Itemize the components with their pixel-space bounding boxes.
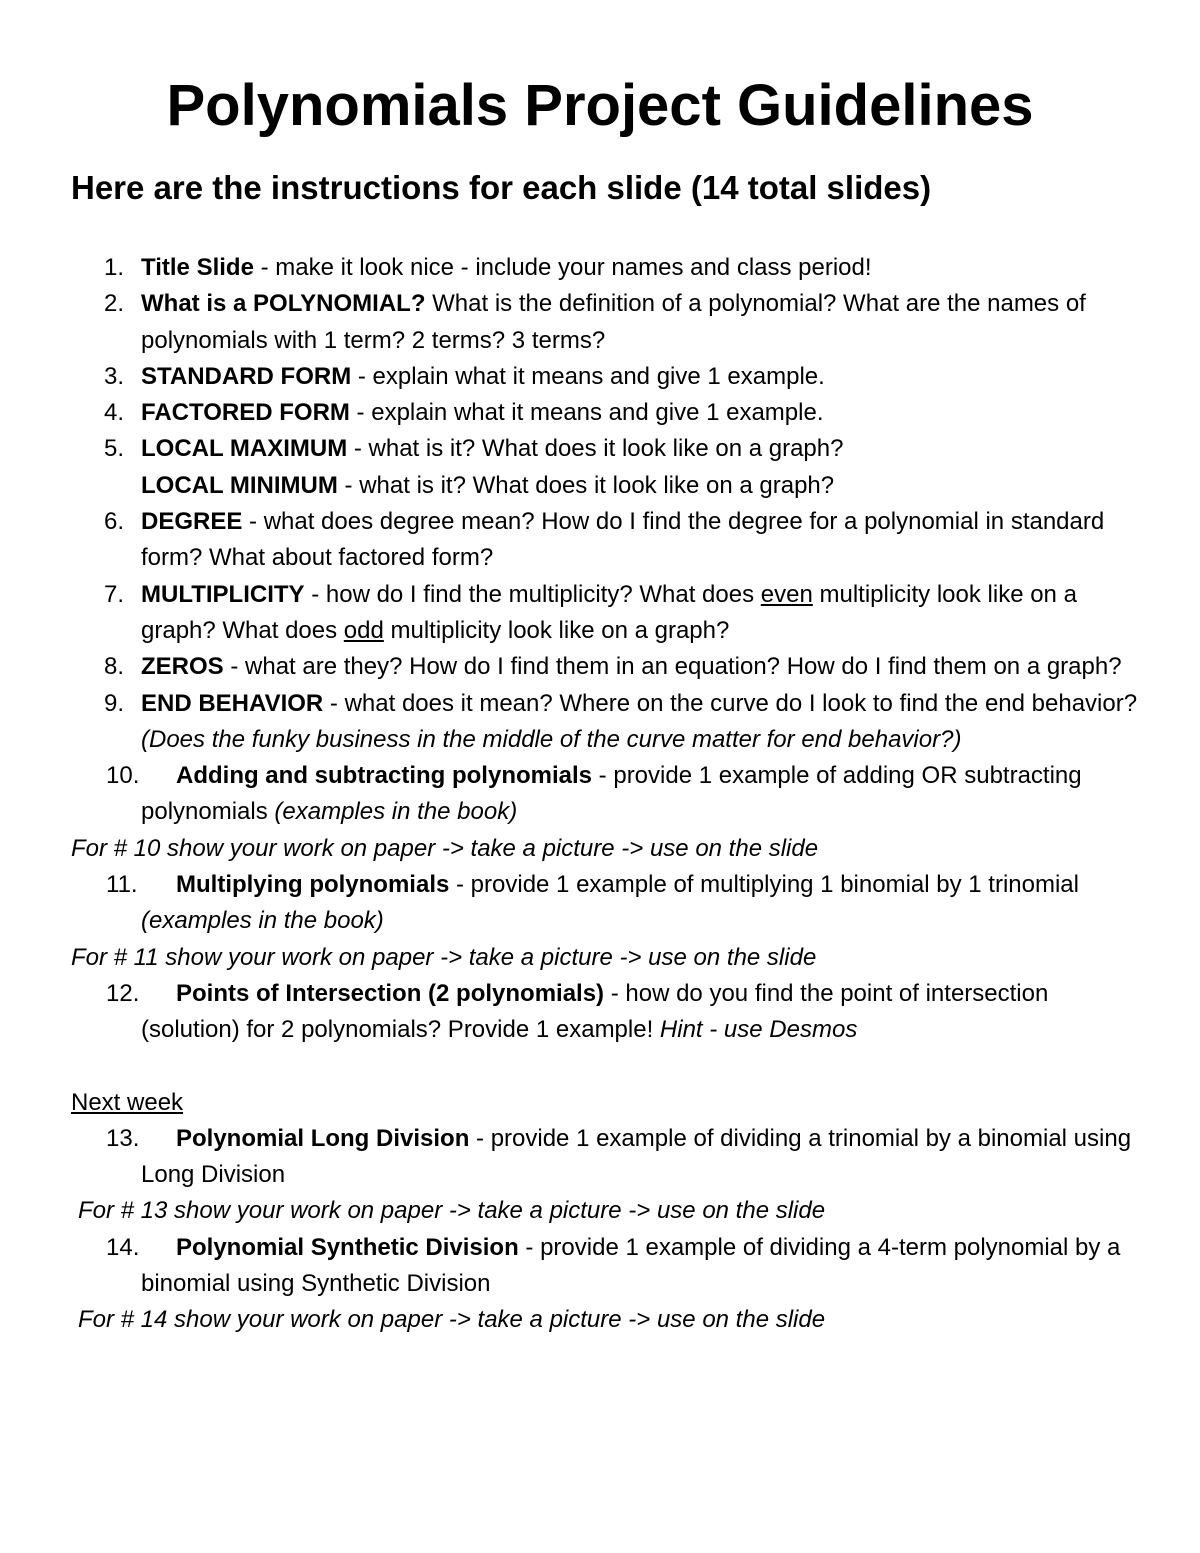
item-label: DEGREE: [141, 508, 243, 536]
item-italic-note: Hint - use Desmos: [659, 1016, 858, 1044]
item-label: Points of Intersection (2 polynomials): [176, 979, 605, 1007]
list-item: [0, 504, 1200, 577]
list-item: [0, 1121, 1200, 1194]
list-item: [0, 686, 1200, 759]
item-number: 8.: [104, 653, 125, 681]
item-number: 13.: [106, 1124, 140, 1152]
item-italic-note: (examples in the book): [141, 907, 384, 935]
item-label: Multiplying polynomials: [176, 871, 450, 899]
work-note: For # 14 show your work on paper -> take a picture -> use on the slide: [78, 1306, 826, 1334]
item-number: 14.: [106, 1233, 140, 1261]
page-subtitle: Here are the instructions for each slide (14 total slides): [71, 169, 932, 206]
item-number: 2.: [104, 290, 125, 318]
item-number: 4.: [104, 399, 125, 427]
item-label-secondary: LOCAL MINIMUM: [141, 471, 338, 499]
item-text: - provide 1 example of dividing a trinomial by a binomial using Long Division: [141, 1124, 1132, 1189]
underlined-word: even: [760, 580, 813, 608]
list-item: [0, 577, 1200, 650]
item-text: - what does it mean? Where on the curve do I look to find the end behavior?: [323, 689, 1138, 717]
spacer: [0, 1049, 1200, 1085]
item-label: LOCAL MAXIMUM: [141, 435, 348, 463]
item-text: - provide 1 example of multiplying 1 binomial by 1 trinomial: [449, 871, 1079, 899]
item-text: - explain what it means and give 1 example.: [351, 362, 825, 390]
page-title: Polynomials Project Guidelines: [166, 73, 1034, 138]
list-item: [0, 976, 1200, 1049]
item-text: - what does degree mean? How do I find the degree for a polynomial in standard form? What about factored form?: [141, 508, 1105, 572]
list-item: [0, 431, 1200, 504]
item-text: - provide 1 example of dividing a 4-term polynomial by a binomial using Synthetic Division: [141, 1233, 1121, 1298]
item-italic-note: (Does the funky business in the middle of the curve matter for end behavior?): [141, 725, 962, 753]
list-item: [0, 867, 1200, 940]
list-item: [0, 395, 1200, 431]
item-number: 7.: [104, 580, 125, 608]
item-text: - what are they? How do I find them in an equation? How do I find them on a graph?: [223, 653, 1122, 681]
item-label: Polynomial Long Division: [176, 1124, 470, 1152]
list-item: [0, 758, 1200, 831]
item-number: 12.: [106, 979, 140, 1007]
item-number: 10.: [106, 762, 140, 790]
item-label: FACTORED FORM: [141, 399, 350, 427]
item-label: ZEROS: [141, 653, 224, 681]
list-item: [0, 1230, 1200, 1303]
item-text: - explain what it means and give 1 example.: [349, 399, 824, 427]
item-text: - how do I find the multiplicity? What does: [304, 580, 761, 608]
item-number: 3.: [104, 362, 125, 390]
underlined-word: odd: [343, 616, 384, 644]
list-item: [0, 649, 1200, 685]
item-label: Adding and subtracting polynomials: [176, 762, 593, 790]
item-label: STANDARD FORM: [141, 362, 352, 390]
item-text: multiplicity look like on a graph? What does: [141, 580, 1077, 644]
work-note: For # 11 show your work on paper -> take a picture -> use on the slide: [71, 943, 817, 971]
item-text: - what is it? What does it look like on a graph?: [347, 435, 844, 463]
item-text: - how do you find the point of intersection (solution) for 2 polynomials? Provide 1 example!: [141, 979, 1049, 1044]
item-number: 5.: [104, 435, 125, 463]
work-note: For # 13 show your work on paper -> take a picture -> use on the slide: [78, 1197, 826, 1225]
item-italic-note: (examples in the book): [274, 798, 518, 826]
item-text-secondary: - what is it? What does it look like on a graph?: [337, 471, 835, 499]
instructions-list: [0, 250, 1200, 1339]
list-item: [0, 359, 1200, 395]
item-text: - provide 1 example of adding OR subtracting polynomials: [141, 762, 1082, 826]
item-number: 11.: [106, 871, 138, 899]
list-item: [0, 250, 1200, 286]
item-label: Polynomial Synthetic Division: [176, 1233, 519, 1261]
item-number: 1.: [104, 254, 125, 281]
item-number: 6.: [104, 508, 125, 536]
item-number: 9.: [104, 689, 125, 717]
section-heading: Next week: [71, 1088, 184, 1116]
item-text: What is the definition of a polynomial? What are the names of polynomials with 1 term? 2 terms? 3 terms?: [141, 290, 1086, 354]
item-label: MULTIPLICITY: [141, 580, 305, 608]
item-label: Title Slide: [141, 254, 254, 281]
work-note: For # 10 show your work on paper -> take a picture -> use on the slide: [71, 834, 819, 862]
list-item: [0, 286, 1200, 359]
item-text: multiplicity look like on a graph?: [383, 616, 730, 644]
item-label: END BEHAVIOR: [141, 689, 324, 717]
item-text: - make it look nice - include your names and class period!: [253, 254, 872, 281]
item-label: What is a POLYNOMIAL?: [141, 290, 426, 318]
